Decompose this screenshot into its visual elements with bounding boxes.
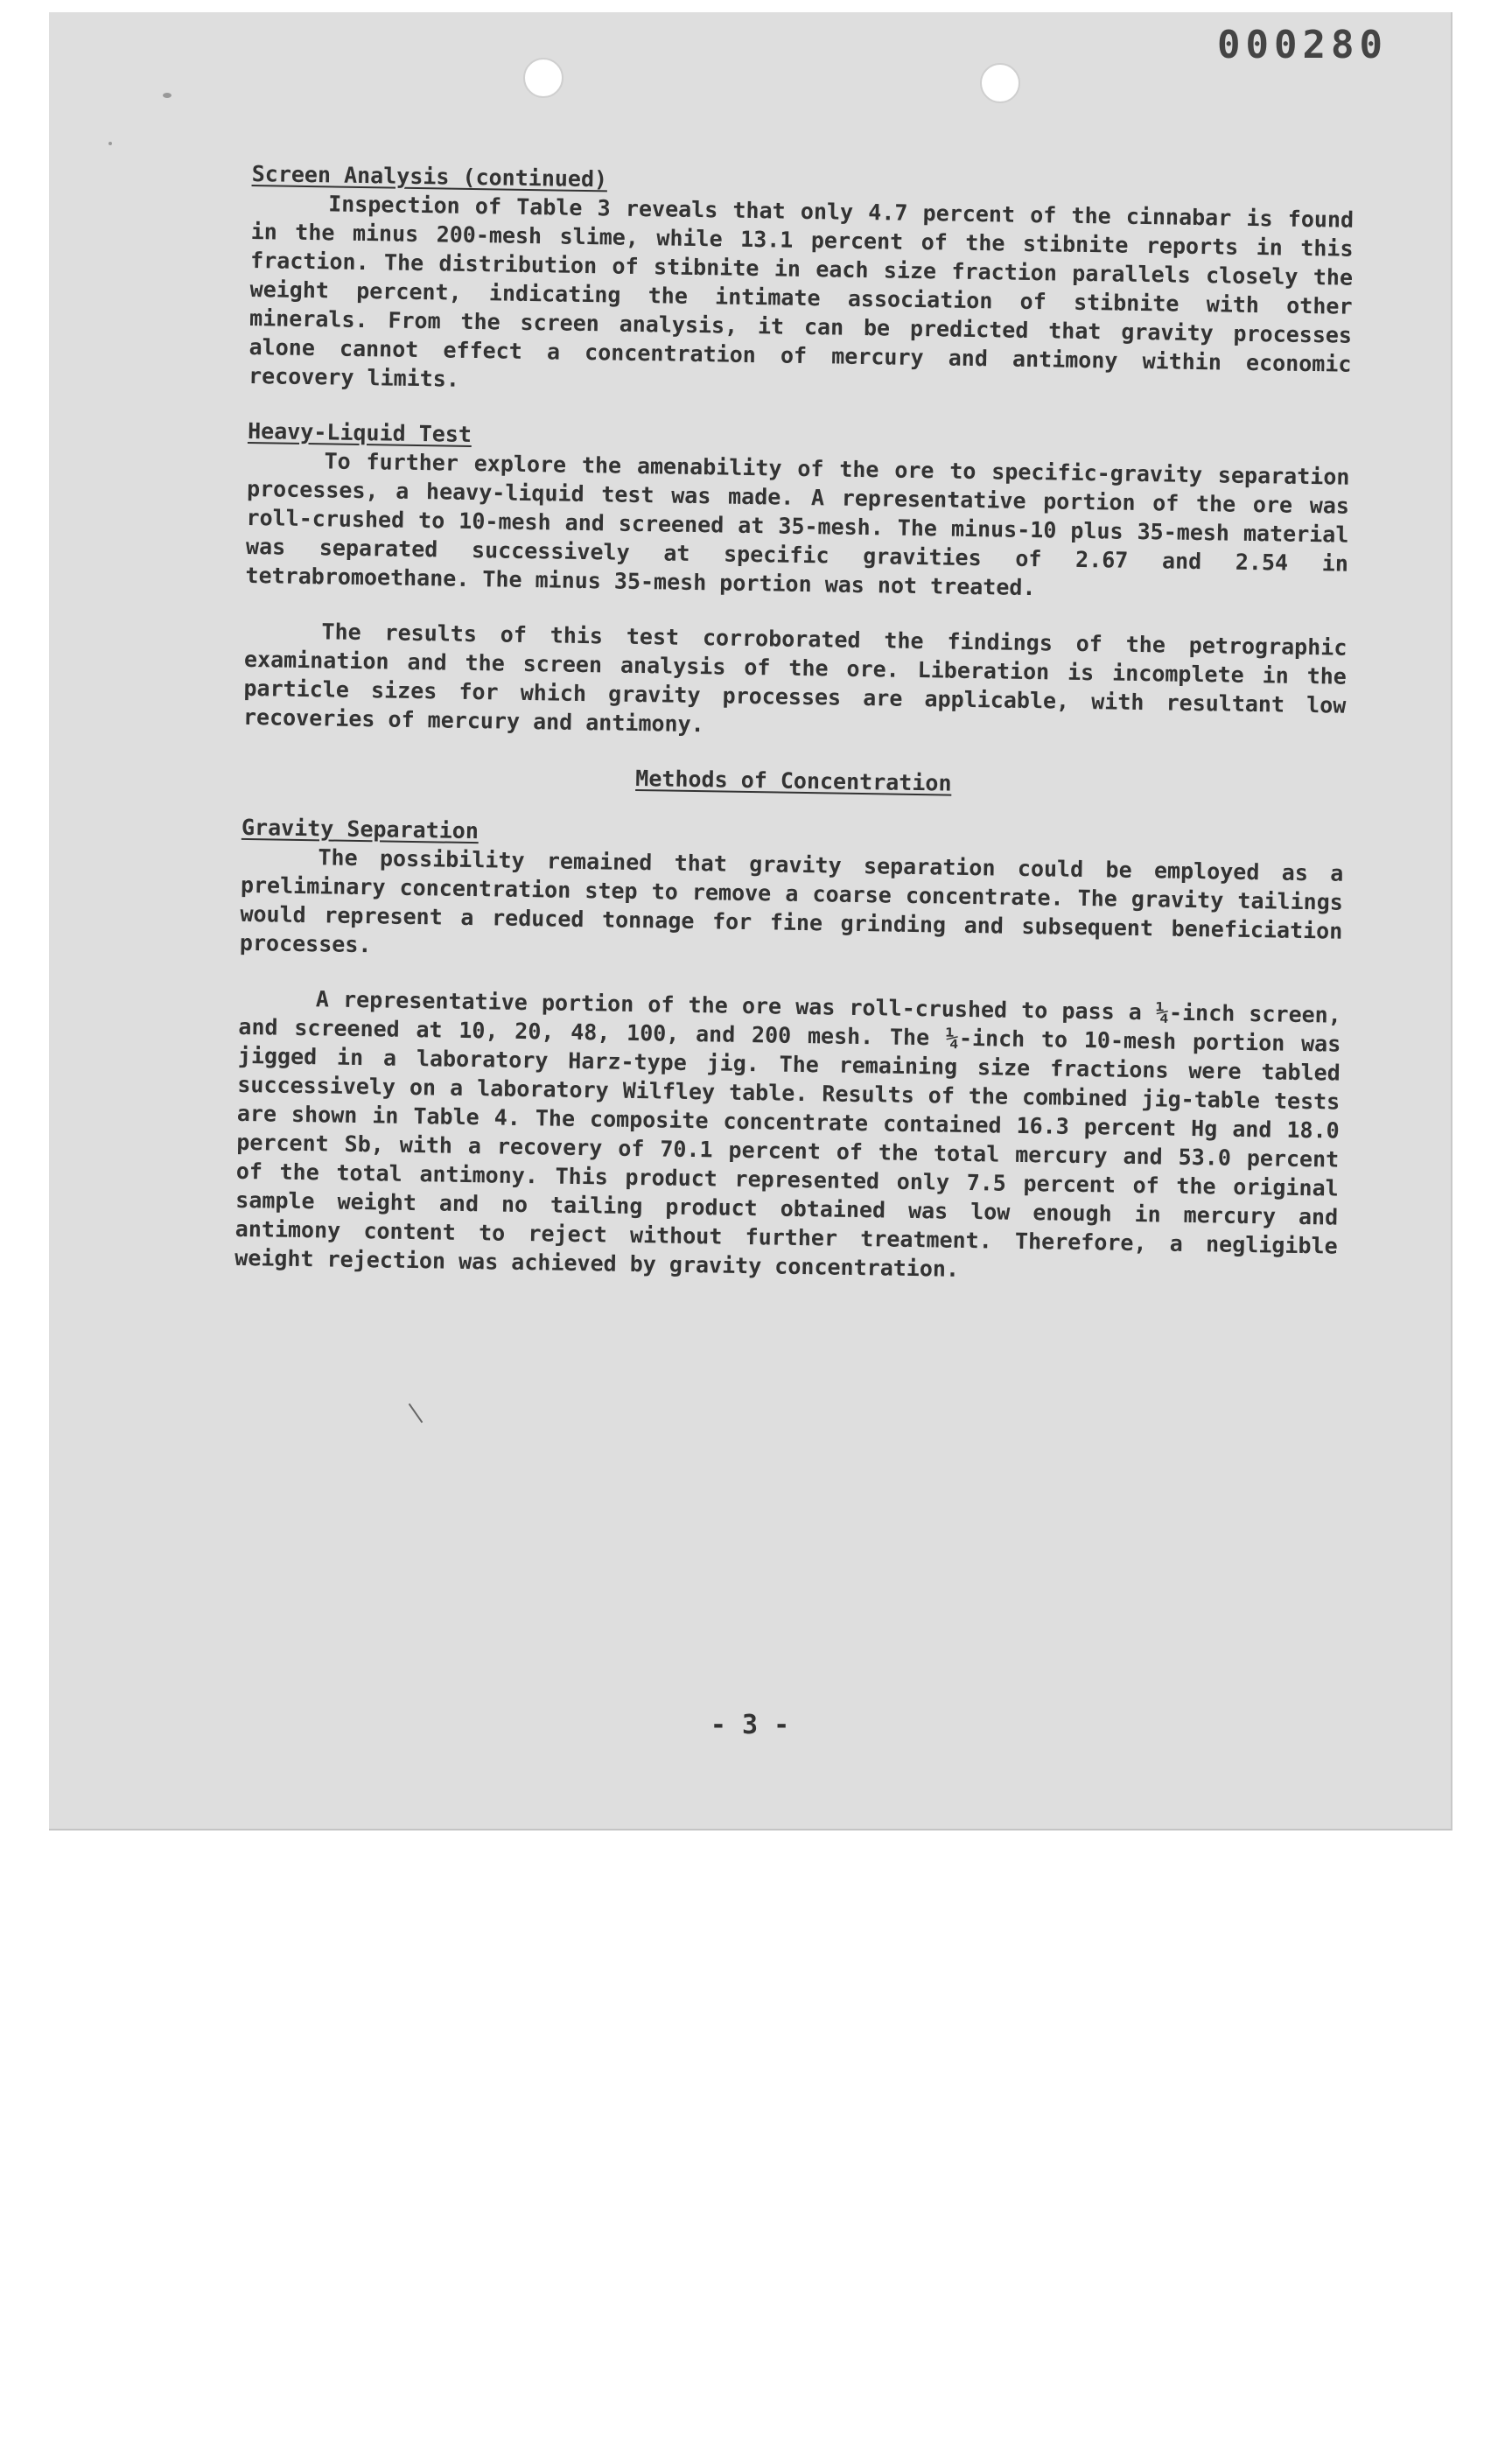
section-heading-methods: Methods of Concentration	[635, 765, 952, 796]
scan-mark	[409, 1404, 424, 1423]
scan-speck	[163, 93, 172, 98]
punch-hole-left	[523, 58, 564, 98]
section-heading-gravity: Gravity Separation	[241, 814, 480, 844]
paragraph-gravity-2: A representative portion of the ore was roll-crushed to pass a ¼-inch screen, and screened at 10, 20, 48, 100, and 200 mesh. The ¼-inch to 10-mesh portion was jigged in a laboratory Harz-type jig. The remaining size fractions were tabled successively on a laboratory Wilfley table. Results of the combined jig-table tests are shown in Table 4. The composite concentrate contained 16.3 percent Hg and 18.0 percent Sb, with a recovery of 70.1 percent of the total mercury and 53.0 percent of the total antimony. This product represented only 7.5 percent of the original sample weight and no tailing product obtained was low enough in mercury and antimony content to reject without further treatment. Therefore, a negligible weight rejection was achieved by gravity concentration.	[234, 986, 1342, 1282]
page-number: - 3 -	[710, 1710, 790, 1740]
document-stamp-number: 000280	[1217, 23, 1388, 67]
paragraph-screen-analysis: Inspection of Table 3 reveals that only 4.7 percent of the cinnabar is found in the minus 200-mesh slime, while 13.1 percent of the stibnite reports in this fraction. The distribution of stibnite in each size fraction parallels closely the weight percent, indicating the intimate association of stibnite with other minerals. From the screen analysis, it can be predicted that gravity processes alone cannot effect a concentration of mercury and antimony within economic recovery limits.	[248, 191, 1354, 392]
section-heading-screen-analysis: Screen Analysis (continued)	[251, 160, 608, 192]
paragraph-heavy-liquid-2: The results of this test corroborated the findings of the petrographic examination and the screen analysis of the ore. Liberation is incomplete in the particle sizes for which gravity processes are applicable, with resultant low recoveries of mercury and antimony.	[242, 619, 1348, 738]
section-heading-heavy-liquid: Heavy-Liquid Test	[247, 417, 472, 447]
scanned-page	[49, 12, 1452, 1830]
paragraph-heavy-liquid-1: To further explore the amenability of the ore to specific-gravity separation processes, a heavy-liquid test was made. A representative portion of the ore was roll-crushed to 10-mesh and screened at 35-mesh. The minus-10 plus 35-mesh material was separated successively at specific gravities of 2.67 and 2.54 in tetrabromoethane. The minus 35-mesh portion was not treated.	[245, 448, 1350, 601]
paragraph-gravity-1: The possibility remained that gravity separation could be employed as a preliminary concentration step to remove a coarse concentrate. The gravity tailings would represent a reduced tonnage for fine grinding and subsequent beneficiation processes.	[239, 844, 1344, 958]
document-body	[234, 159, 1354, 1316]
scan-speck	[108, 142, 112, 145]
punch-hole-right	[980, 63, 1020, 103]
